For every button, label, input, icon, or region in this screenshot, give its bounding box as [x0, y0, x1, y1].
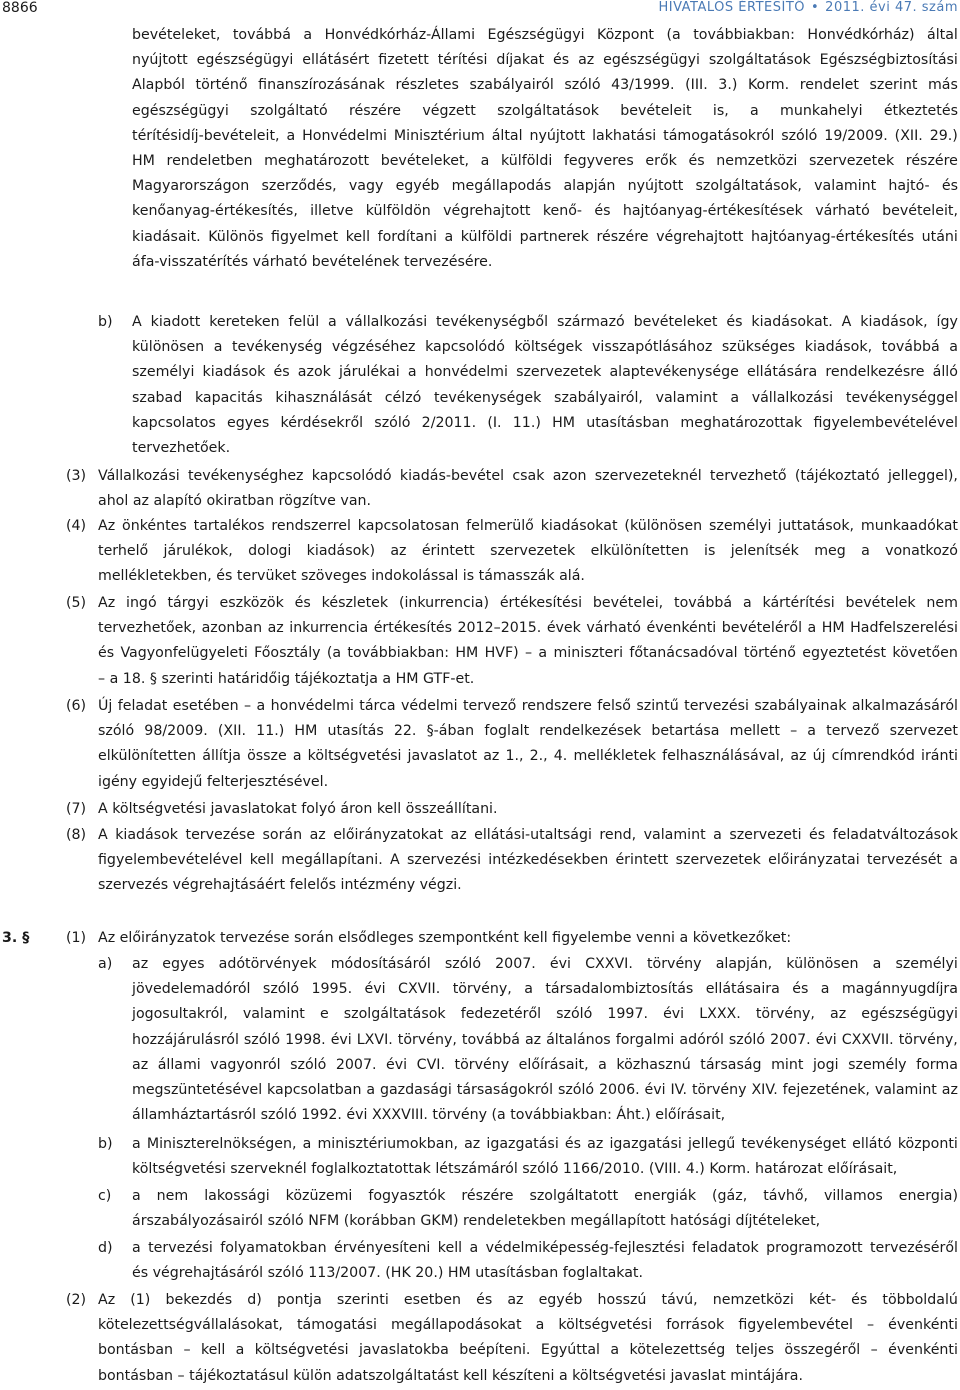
text-line: tervezhetőek, azonban az inkurrencia értékesítés 2012–2015. évek várható évenkénti bevételéről a HM Hadfelszerelési [98, 620, 958, 637]
text-line: a nem lakossági közüzemi fogyasztók részére szolgáltatott energiák (gáz, távhő, villamos energia) [132, 1188, 958, 1204]
text-line: áfa-visszatérítés várható bevételének tervezésére. [132, 253, 493, 270]
text-line: – a 18. § szerinti határidőig tájékoztatja a HM GTF-et. [98, 670, 475, 687]
paragraph-7-label: (7) [66, 801, 87, 817]
text-line: államháztartásról szóló 1992. évi XXXVIII. törvény (a továbbiakban: Áht.) előírásait, [132, 1107, 726, 1124]
paragraph-4-text [98, 514, 958, 590]
text-line: jogosultakról, valamint e szolgáltatások fedezetéről szóló 1997. évi LXXX. törvény, az egészségügyi [132, 1006, 958, 1023]
text-line: Új feladat esetében – a honvédelmi tárca védelmi tervező rendszere felső szintű tervezési szabályainak alkalmazásáról [98, 698, 958, 714]
running-header [0, 0, 960, 20]
section-3-item-b-text [132, 1132, 958, 1182]
section-3-item-a-text [132, 952, 958, 1128]
section-3-item-a-label: a) [98, 956, 113, 972]
text-line: Az ingó tárgyi eszközök és készletek (inkurrencia) értékesítési bevételei, továbbá a kártérítési bevételek nem [98, 595, 958, 611]
text-line: megszüntetésével kapcsolatban a gazdasági társaságokról szóló 2006. évi IV. törvény XIV. fejezetének, valamint az [132, 1081, 958, 1098]
text-line: nyújtott egészségügyi ellátásért fizetett térítési díjakat és az egészségügyi szolgáltatások Egészségbiztosítási [132, 52, 958, 69]
text-line: szabad kapacitás kihasználását célzó tevékenységek szabályairól, valamint a vállalkozási tevékenységgel [132, 389, 958, 406]
text-line: az állami vagyonról szóló 2007. évi CVI. törvény előírásait, a közhasznú társaság mint jogi személy forma [132, 1056, 958, 1073]
paragraph-7-text [98, 797, 958, 822]
text-line: Alapból történő finanszírozásának részletes szabályairól szóló 43/1999. (III. 3.) Korm. rendelet szerint más [132, 77, 958, 94]
text-line: A költségvetési javaslatokat folyó áron kell összeállítani. [98, 801, 498, 817]
text-line: igény egyidejű felterjesztésével. [98, 773, 329, 790]
text-line: Az (1) bekezdés d) pontja szerinti esetben és az egyéb hosszú távú, nemzetközi két- és többoldalú [98, 1292, 958, 1308]
section-3-para-1-label: (1) [66, 930, 87, 946]
paragraph-8-text [98, 823, 958, 899]
text-line: HM rendeletben meghatározott bevételeket, a külföldi fegyveres erők és nemzetközi szervezetek részére [132, 152, 958, 169]
paragraph-6-label: (6) [66, 698, 87, 714]
page-number: 8866 [2, 0, 38, 16]
text-line: és Vagyonfelügyeleti Főosztály (a továbbiakban: HM HVF) – a miniszteri főtanácsadóval történő egyeztetést követően [98, 645, 958, 662]
running-title [659, 0, 959, 15]
text-line: A kiadások tervezése során az előirányzatokat az ellátási-utaltsági rend, valamint a szervezeti és feladatváltozások [98, 827, 958, 843]
paragraph-5-text [98, 591, 958, 692]
text-line: figyelembevételével kell megállapítani. A szervezési intézkedésekben érintett szervezetek előirányzatai tervezését a [98, 852, 958, 869]
paragraph-3-label: (3) [66, 468, 87, 484]
text-line: költségvetési szerveknél foglalkoztatottak létszámáról szóló 1166/2010. (VIII. 4.) Korm. határozat előírásait, [132, 1161, 898, 1178]
text-line: A kiadott kereteken felül a vállalkozási tevékenységből származó bevételeket és kiadásokat. A kiadások, így [132, 314, 958, 330]
item-b-text [132, 310, 958, 461]
paragraph-8-label: (8) [66, 827, 87, 843]
text-line: különösen a tevékenység végzéséhez kapcsolódó költségek visszapótlásához szükséges kiadások, továbbá a [132, 339, 958, 356]
section-3-item-b-label: b) [98, 1136, 113, 1152]
issue-number: 2011. évi 47. szám [825, 0, 958, 15]
text-line: árszabályozásairól szóló NFM (korábban GKM) rendeletekben megállapított hatósági díjtételeket, [132, 1213, 821, 1230]
text-line: Az önkéntes tartalékos rendszerrel kapcsolatosan felmerülő kiadásokat (különösen személyi juttatások, munkaadókat [98, 518, 958, 534]
text-line: hozzájárulásról szóló 1998. évi LXVI. törvény, továbbá az általános forgalmi adóról szóló 2007. évi CXXVII. törvény, [132, 1031, 958, 1048]
item-b-label: b) [98, 314, 113, 330]
section-3-para-2-text [98, 1288, 958, 1389]
text-line: bevételeket, továbbá a Honvédkórház-Állami Egészségügyi Központ (a továbbiakban: Honvédkórház) által [132, 27, 958, 43]
section-3-item-c-label: c) [98, 1188, 112, 1204]
section-3-para-2-label: (2) [66, 1292, 87, 1308]
text-line: térítésidíj-bevételeit, a Honvédelmi Minisztérium által nyújtott lakhatási támogatásokról szóló 19/2009. (XII. 29.) [132, 127, 958, 144]
text-line: bontásban – tájékoztatásul külön adatszolgáltatást kell készíteni a költségvetési javaslat mintájára. [98, 1367, 803, 1384]
paragraph-6-text [98, 694, 958, 795]
text-line: az egyes adótörvények módosításáról szóló 2007. évi CXXVI. törvény alapján, különösen a személyi [132, 956, 958, 972]
text-line: mellékletekben, és tervüket szöveges indokolással is támasszák alá. [98, 568, 585, 585]
text-line: kiadásait. Különös figyelmet kell fordítani a külföldi partnerek részére végrehajtott hajtóanyag-értékesítés utáni [132, 228, 958, 245]
text-line: Vállalkozási tevékenységhez kapcsolódó kiadás-bevétel csak azon szervezeteknél tervezhető (tájékoztató jelleggel), [98, 468, 958, 484]
paragraph-3-text [98, 464, 958, 514]
intro-paragraph [132, 23, 958, 275]
text-line: jövedelemadóról szóló 1995. évi CXVII. törvény, a társadalombiztosítás ellátásaira és a magánnyugdíjra [132, 981, 958, 998]
text-line: és végrehajtásáról szóló 113/2007. (HK 20.) HM utasításban foglaltakat. [132, 1265, 643, 1282]
section-3-heading: 3. § [2, 930, 30, 946]
section-3-item-c-text [132, 1184, 958, 1234]
text-line: bontásban – kell a költségvetési javaslatokba beépíteni. Egyúttal a kötelezettség teljes összegéről – évenkénti [98, 1342, 958, 1359]
section-3-para-1-text [98, 926, 958, 951]
section-3-item-d-text [132, 1236, 958, 1286]
text-line: kenőanyag-értékesítés, illetve külföldön végrehajtott kenő- és hajtóanyag-értékesítések várható bevételeit, [132, 203, 958, 220]
text-line: a tervezési folyamatokban érvényesíteni kell a védelmiképesség-fejlesztési feladatok programozott tervezéséről [132, 1240, 958, 1256]
text-line: ahol az alapító okiratban rögzítve van. [98, 493, 372, 510]
separator-bullet: • [811, 0, 820, 15]
text-line: szóló 98/2009. (XII. 11.) HM utasítás 22. §-ában foglalt rendelkezések betartása mellett – a tervező szervezet [98, 723, 958, 740]
text-line: terhelő járulékok, dologi kiadások) az érintett szervezetek elkülönítetten is jelenítsék meg a vonatkozó [98, 543, 958, 560]
text-line: kapcsolatos egyes kérdésekről szóló 2/2011. (I. 11.) HM utasításban meghatározottak figyelembevételével [132, 414, 958, 431]
text-line: szervezés végrehajtásáért felelős intézmény végzi. [98, 877, 462, 894]
text-line: egészségügyi szolgáltató részére végzett szolgáltatások bevételeit is, a munkahelyi étkeztetés [132, 102, 958, 119]
text-line: tervezhetőek. [132, 439, 231, 456]
section-3-item-d-label: d) [98, 1240, 113, 1256]
journal-title: HIVATALOS ÉRTESÍTŐ [658, 0, 805, 15]
text-line: Magyarországon szerződés, vagy egyéb megállapodás alapján nyújtott szolgáltatások, valamint hajtó- és [132, 178, 958, 195]
paragraph-5-label: (5) [66, 595, 87, 611]
paragraph-4-label: (4) [66, 518, 87, 534]
text-line: elkülönítetten állítja össze a költségvetési javaslatot az 1., 2., 4. mellékletek felhasználásával, az új címrendkód iránti [98, 748, 958, 765]
text-line: személyi kiadások és azok járulékai a honvédelmi szervezetek alaptevékenysége ellátására rendelkezésre álló [132, 364, 958, 381]
text-line: Az előirányzatok tervezése során elsődleges szempontként kell figyelembe venni a következőket: [98, 930, 792, 946]
text-line: a Miniszterelnökségen, a minisztériumokban, az igazgatási és az igazgatási jellegű tevékenységet ellátó központi [132, 1136, 958, 1152]
text-line: kötelezettségvállalásokat, támogatási megállapodásokat a költségvetési források figyelembevétel – évenkénti [98, 1317, 958, 1334]
